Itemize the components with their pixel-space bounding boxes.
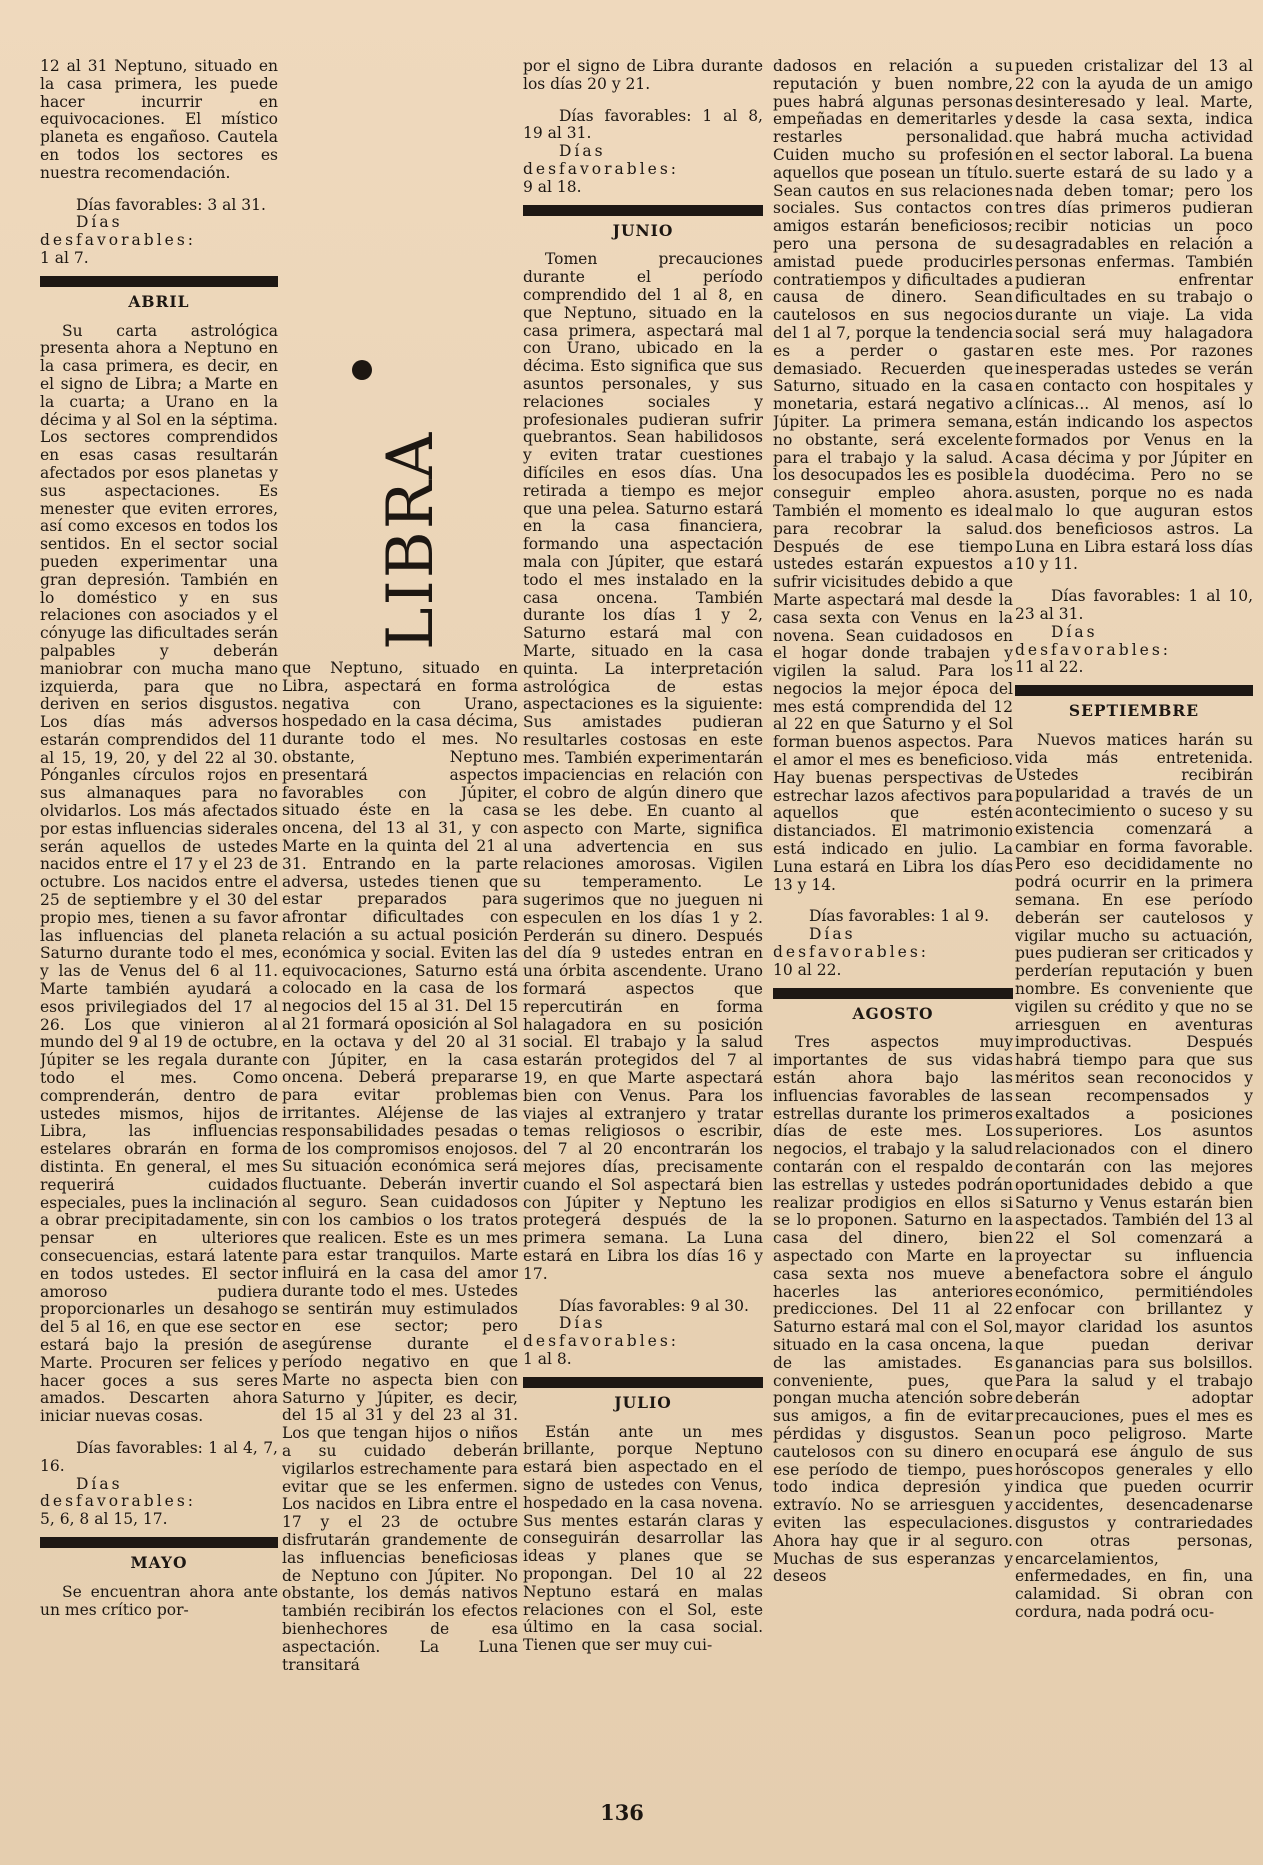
unfavorable-value: 1 al 7. — [40, 248, 89, 267]
unfavorable-days — [773, 926, 1013, 979]
unfavorable-label: Días desfavorables: — [1015, 622, 1171, 659]
column-1 — [40, 58, 278, 1768]
column-2 — [282, 660, 518, 1780]
column-5 — [1015, 58, 1253, 1768]
unfavorable-days — [40, 1476, 278, 1529]
unfavorable-label: Días desfavorables: — [773, 925, 929, 962]
paragraph: Están ante un mes brillante, porque Neptuno estará bien aspectado en el signo de ustedes con Venus, hospedado en la casa novena. Sus mentes estarán claras y conseguirán desarrollar las ideas y planes que se propongan. Del 10 al 22 Neptuno estará en malas relaciones con el Sol, este último en la casa social. Tienen que ser muy cui- — [523, 1422, 763, 1655]
section-divider — [40, 276, 278, 287]
unfavorable-label: Días desfavorables: — [40, 1474, 196, 1511]
paragraph: por el signo de Libra durante los días 20 y 21. — [523, 58, 763, 93]
paragraph: 12 al 31 Neptuno, situado en la casa primera, les puede hacer incurrir en equivocaciones. El místico planeta es engañoso. Cautela en todos los sectores es nuestra recomendación. — [40, 58, 278, 182]
page-number: 136 — [600, 1800, 644, 1825]
column-4 — [773, 58, 1013, 1768]
sign-title-area — [282, 330, 518, 660]
unfavorable-value: 5, 6, 8 al 15, 17. — [40, 1510, 168, 1529]
favorable-days: Días favorables: 1 al 9. — [809, 907, 990, 926]
paragraph: dadosos en relación a su reputación y buen nombre, pues habrá algunas personas empeñadas en demeritarles y restarles personalidad. Cuiden mucho su profesión aquellos que posean un título. Sean cautos en sus relaciones sociales. Sus contactos con amigos estarán beneficiosos; pero una persona de su amistad puede producirles contratiempos y dificultades a causa de dinero. Sean cautelosos en sus negocios del 1 al 7, porque la tendencia es a perder o gastar demasiado. Recuerden que Saturno, situado en la casa monetaria, estará negativo a Júpiter. La primera semana, no obstante, será excelente para el trabajo y la salud. A los desocupados les es posible conseguir empleo ahora. También el momento es ideal para recobrar la salud. Después de ese tiempo ustedes estarán expuestos a sufrir vicisitudes debido a que Marte aspectará mal desde la casa sexta con Venus en la novena. Sean cuidadosos en el hogar donde trabajen y vigilen la salud. Para los negocios la mejor época del mes está comprendida del 12 al 22 en que Saturno y el Sol forman buenos aspectos. Para el amor el mes es beneficioso. Hay buenas perspectivas de estrechar lazos afectivos para aquellos que estén distanciados. El matrimonio está indicado en julio. La Luna estará en Libra los días 13 y 14. — [773, 58, 1013, 894]
bullet-dot-icon — [352, 360, 372, 380]
unfavorable-label: Días desfavorables: — [523, 1314, 679, 1351]
month-heading-mayo: MAYO — [130, 1552, 188, 1572]
favorable-days: Días favorables: 9 al 30. — [559, 1296, 749, 1315]
month-heading-septiembre: SEPTIEMBRE — [1068, 701, 1200, 721]
column-3 — [523, 58, 763, 1768]
unfavorable-label: Días desfavorables: — [523, 142, 679, 178]
unfavorable-days — [523, 143, 763, 196]
paragraph: que Neptuno, situado en Libra, aspectará en forma negativa con Urano, hospedado en la casa décima, durante todo el mes. No obstante, Neptuno presentará aspectos favorables con Júpiter, situado éste en la casa oncena, del 13 al 31, y con Marte en la quinta del 21 al 31. Entrando en la parte adversa, ustedes tienen que estar preparados para afrontar dificultades con relación a su actual posición económica y social. Eviten las equivocaciones, Saturno está colocado en la casa de los negocios del 15 al 31. Del 15 al 21 formará oposición al Sol en la octava y del 20 al 31 con Júpiter, en la casa oncena. Deberá prepararse para evitar problemas irritantes. Aléjense de las responsabilidades pesadas o de los compromisos enojosos. Su situación económica será fluctuante. Deberán invertir al seguro. Sean cuidadosos con los cambios o los tratos que realicen. Este es un mes para estar tranquilos. Marte influirá en la casa del amor durante todo el mes. Ustedes se sentirán muy estimulados en ese sector; pero asegúrense durante el período negativo en que Marte no aspecta bien con Saturno y Júpiter, es decir, del 15 al 31 y del 23 al 31. Los que tengan hijos o niños a su cuidado deberán vigilarlos estrechamente para evitar que se les enfermen. Los nacidos en Libra entre el 17 y el 23 de octubre disfrutarán grandemente de las influencias beneficiosas de Neptuno con Júpiter. No obstante, los demás nativos también recibirán los efectos bienhechores de esa aspectación. La Luna transitará — [282, 660, 518, 1674]
unfavorable-value: 11 al 22. — [1015, 658, 1084, 677]
unfavorable-value: 1 al 8. — [523, 1349, 572, 1368]
unfavorable-label: Días desfavorables: — [40, 213, 196, 250]
favorable-days: Días favorables: 1 al 8, 19 al 31. — [523, 106, 763, 143]
paragraph: pueden cristalizar del 13 al 22 con la ayuda de un amigo desinteresado y leal. Marte, desde la casa sexta, indica que habrá mucha actividad en el sector laboral. La buena suerte estará de su lado y a nada deben tomar; pero los tres días primeros pudieran recibir noticias un poco desagradables en relación a personas enfermas. También pudieran enfrentar dificultades en su trabajo o durante un viaje. La vida social será muy halagadora en este mes. Por razones inesperadas ustedes se verán en contacto con hospitales y clínicas... Al menos, así lo están indicando los aspectos formados por Venus en la casa décima y por Júpiter en la duodécima. Pero no se asusten, porque no es nada malo lo que auguran estos dos beneficiosos astros. La Luna en Libra estará loss días 10 y 11. — [1015, 58, 1253, 574]
section-divider — [773, 988, 1013, 999]
unfavorable-days — [523, 1315, 763, 1368]
month-heading-junio: JUNIO — [612, 220, 674, 240]
favorable-days: Días favorables: 1 al 10, 23 al 31. — [1015, 587, 1253, 623]
unfavorable-value: 9 al 18. — [523, 177, 582, 196]
paragraph: Tres aspectos muy importantes de sus vidas están ahora bajo las influencias favorables de las estrellas durante los primeros días de este mes. Los negocios, el trabajo y la salud contarán con el respaldo de las estrellas y ustedes podrán realizar prodigios en ellos si se lo proponen. Saturno en la casa del dinero, bien aspectado con Marte en la casa sexta nos mueve a hacerles las anteriores predicciones. Del 11 al 22 Saturno estará mal con el Sol, situado en la casa oncena, la de las amistades. Es conveniente, pues, que pongan mucha atención sobre sus amigos, a fin de evitar pérdidas y disgustos. Sean cautelosos con su dinero en ese período de tiempo, pues todo indica depresión y extravío. No se arriesguen y eviten las especulaciones. Ahora hay que ir al seguro. Muchas de sus esperanzas y deseos — [773, 1033, 1013, 1586]
month-heading-julio: JULIO — [614, 1392, 672, 1412]
section-divider — [523, 1377, 763, 1388]
unfavorable-days — [1015, 624, 1253, 677]
unfavorable-days — [40, 214, 278, 267]
month-heading-abril: ABRIL — [128, 291, 190, 311]
favorable-days: Días favorables: 1 al 4, 7, 16. — [40, 1438, 278, 1475]
section-divider — [1015, 685, 1253, 696]
unfavorable-value: 10 al 22. — [773, 960, 842, 979]
paragraph: Su carta astrológica presenta ahora a Neptuno en la casa primera, es decir, en el signo de Libra; a Marte en la cuarta; a Urano en la décima y al Sol en la séptima. Los sectores comprendidos en esas casas resultarán afectados por esos planetas y sus aspectaciones. Es menester que eviten errores, así como excesos en todos los sentidos. En el sector social pueden experimentar una gran depresión. También en lo doméstico y en sus relaciones con asociados y el cónyuge las dificultades serán palpables y deberán maniobrar con mucha mano izquierda, para que no deriven en serios disgustos. Los días más adversos estarán comprendidos del 11 al 15, 19, 20, y del 22 al 30. Pónganles círculos rojos en sus almanaques para no olvidarlos. Los más afectados por estas influencias siderales serán aquellos de ustedes nacidos entre el 17 y el 23 de octubre. Los nacidos entre el 25 de septiembre y el 30 del propio mes, tienen a su favor las influencias del planeta Saturno durante todo el mes, y las de Venus del 6 al 11. Marte también ayudará a esos privilegiados del 17 al 26. Los que vinieron al mundo del 9 al 19 de octubre, Júpiter se les regala durante todo el mes. Como comprenderán, dentro de ustedes mismos, hijos de Libra, las influencias estelares obrarán en forma distinta. En general, el mes requerirá cuidados especiales, pues la inclinación a obrar precipitadamente, sin pensar en ulteriores consecuencias, estará latente en todos ustedes. El sector amoroso pudiera proporcionarles un desahogo del 5 al 16, en que ese sector estará bajo la presión de Marte. Procuren ser felices y hacer goces a sus seres amados. Descarten ahora iniciar nuevas cosas. — [40, 321, 278, 1426]
paragraph: Nuevos matices harán su vida más entretenida. Ustedes recibirán popularidad a través de un acontecimiento o suceso y su existencia comenzará a cambiar en forma favorable. Pero eso decididamente no podrá ocurrir en la primera semana. En ese período deberán ser cautelosos y vigilar mucho su actuación, pues pudieran ser criticados y perderían reputación y buen nombre. Es conveniente que vigilen su crédito y que no se arriesguen en aventuras improductivas. Después habrá tiempo para que sus méritos sean reconocidos y sean recompensados y exaltados a posiciones superiores. Los asuntos relacionados con el dinero contarán con las mejores oportunidades debido a que Saturno y Venus estarán bien aspectados. También del 13 al 22 el Sol comenzará a proyectar su influencia benefactora sobre el ángulo económico, permitiéndoles enfocar con brillantez y mayor claridad los asuntos que puedan derivar ganancias para sus bolsillos. Para la salud y el trabajo deberán adoptar precauciones, pues el mes es un poco peligroso. Marte ocupará ese ángulo de sus horóscopos generales y ello indica que pueden ocurrir accidentes, desencadenarse disgustos y contrariedades con otras personas, encarcelamientos, enfermedades, en fin, una calamidad. Si obran con cordura, nada podrá ocu- — [1015, 730, 1253, 1621]
sign-title: LIBRA — [374, 430, 448, 650]
paragraph: Tomen precauciones durante el período comprendido del 1 al 8, en que Neptuno, situado en la casa primera, aspectará mal con Urano, ubicado en la décima. Esto significa que sus asuntos personales, y sus relaciones sociales y profesionales pudieran sufrir quebrantos. Sean habilidosos y eviten tratar cuestiones difíciles en esos días. Una retirada a tiempo es mejor que una pelea. Saturno estará en la casa financiera, formando una aspectación mala con Júpiter, que estará todo el mes instalado en la casa oncena. También durante los días 1 y 2, Saturno estará mal con Marte, situado en la casa quinta. La interpretación astrológica de estas aspectaciones es la siguiente: Sus amistades pudieran resultarles costosas en este mes. También experimentarán impaciencias en relación con el cobro de algún dinero que se les debe. En cuanto al aspecto con Marte, significa una advertencia en sus relaciones amorosas. Vigilen su temperamento. Le sugerimos que no jueguen ni especulen en los días 1 y 2. Perderán su dinero. Después del día 9 ustedes entran en una órbita ascendente. Urano formará aspectos que repercutirán en forma halagadora en su posición social. El trabajo y la salud estarán protegidos del 7 al 19, en que Marte aspectará bien con Venus. Para los viajes al extranjero y tratar temas religiosos o escribir, del 7 al 20 encontrarán los mejores días, precisamente cuando el Sol aspectará bien con Júpiter y Neptuno les protegerá después de la primera semana. La Luna estará en Libra los días 16 y 17. — [523, 250, 763, 1283]
section-divider — [523, 205, 763, 216]
month-heading-agosto: AGOSTO — [852, 1003, 934, 1023]
section-divider — [40, 1537, 278, 1548]
paragraph: Se encuentran ahora ante un mes crítico por- — [40, 1582, 278, 1619]
favorable-days: Días favorables: 3 al 31. — [76, 195, 266, 214]
